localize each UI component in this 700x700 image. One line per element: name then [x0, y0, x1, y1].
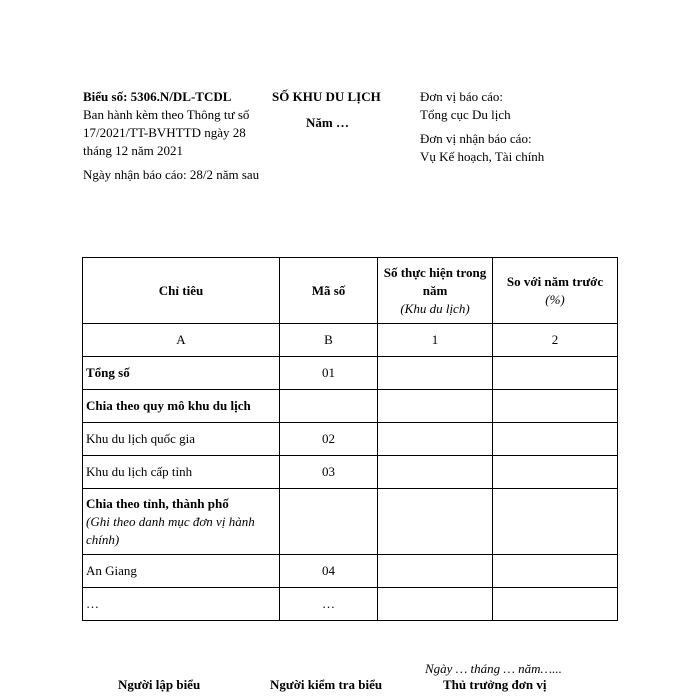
report-title: SỐ KHU DU LỊCH: [272, 89, 381, 104]
preparer-signature: [118, 676, 200, 694]
row-code: 02: [280, 423, 378, 456]
preparer-label: Người lập biểu: [118, 677, 201, 692]
table-header-row: [83, 258, 618, 324]
sign-date-line: Ngày … tháng … năm…...: [425, 661, 562, 676]
row-note: (Ghi theo danh mục đơn vị hành chính): [86, 513, 255, 547]
col-letter: B: [280, 324, 378, 357]
reporting-unit-label: Đơn vị báo cáo:: [420, 89, 504, 104]
reporting-unit: Tổng cục Du lịch: [420, 107, 511, 122]
row-compare[interactable]: [493, 555, 618, 588]
header-actual-label: Số thực hiện trong năm: [383, 264, 487, 298]
header-compare-label: So với năm trước: [506, 273, 604, 289]
header-compare: [493, 258, 618, 324]
units-block: [420, 88, 640, 166]
column-letters-row: [83, 324, 618, 357]
row-code: 01: [280, 357, 378, 390]
row-compare[interactable]: [493, 390, 618, 423]
row-label: …: [83, 588, 280, 621]
row-label: An Giang: [83, 555, 280, 588]
checker-label: Người kiểm tra biểu: [270, 677, 383, 692]
row-compare[interactable]: [493, 456, 618, 489]
receiving-unit: Vụ Kế hoạch, Tài chính: [420, 149, 545, 164]
header-actual: [378, 258, 493, 324]
row-code: …: [280, 588, 378, 621]
header-code: Mã số: [280, 258, 378, 324]
row-label: Khu du lịch cấp tỉnh: [83, 456, 280, 489]
report-year: Năm …: [306, 115, 349, 130]
form-info-block: [83, 88, 268, 184]
table-row: [83, 357, 618, 390]
header-indicator: Chỉ tiêu: [83, 258, 280, 324]
row-compare[interactable]: [493, 357, 618, 390]
row-actual[interactable]: [378, 423, 493, 456]
row-code: [280, 390, 378, 423]
row-label: Tổng số: [83, 357, 280, 390]
receiving-unit-label: Đơn vị nhận báo cáo:: [420, 131, 532, 146]
header-actual-unit: (Khu du lịch): [400, 300, 470, 316]
row-code: [280, 489, 378, 555]
row-label-cell: [83, 489, 280, 555]
row-actual[interactable]: [378, 357, 493, 390]
row-actual[interactable]: [378, 390, 493, 423]
head-signature: [443, 676, 546, 694]
row-code: 04: [280, 555, 378, 588]
table-row: [83, 390, 618, 423]
col-letter: 1: [378, 324, 493, 357]
receive-date-text: Ngày nhận báo cáo: 28/2 năm sau: [83, 167, 260, 182]
checker-signature: [270, 676, 382, 694]
header-compare-unit: (%): [545, 291, 565, 307]
table-row: [83, 555, 618, 588]
row-compare[interactable]: [493, 423, 618, 456]
col-letter: A: [83, 324, 280, 357]
col-letter: 2: [493, 324, 618, 357]
row-actual[interactable]: [378, 489, 493, 555]
row-compare[interactable]: [493, 588, 618, 621]
row-actual[interactable]: [378, 555, 493, 588]
row-actual[interactable]: [378, 456, 493, 489]
head-label: Thủ trưởng đơn vị: [443, 677, 547, 692]
table-row: [83, 588, 618, 621]
table-row: [83, 489, 618, 555]
report-title-block: [272, 88, 422, 132]
row-actual[interactable]: [378, 588, 493, 621]
report-table: [82, 257, 618, 621]
row-code: 03: [280, 456, 378, 489]
row-label: Chia theo quy mô khu du lịch: [83, 390, 280, 423]
table-row: [83, 423, 618, 456]
table-row: [83, 456, 618, 489]
row-compare[interactable]: [493, 489, 618, 555]
issued-under-text: Ban hành kèm theo Thông tư số 17/2021/TT-BVHTTD ngày 28 tháng 12 năm 2021: [83, 107, 250, 158]
row-label: Khu du lịch quốc gia: [83, 423, 280, 456]
row-label: Chia theo tỉnh, thành phố: [86, 495, 229, 511]
form-number: Biểu số: 5306.N/DL-TCDL: [83, 89, 232, 104]
